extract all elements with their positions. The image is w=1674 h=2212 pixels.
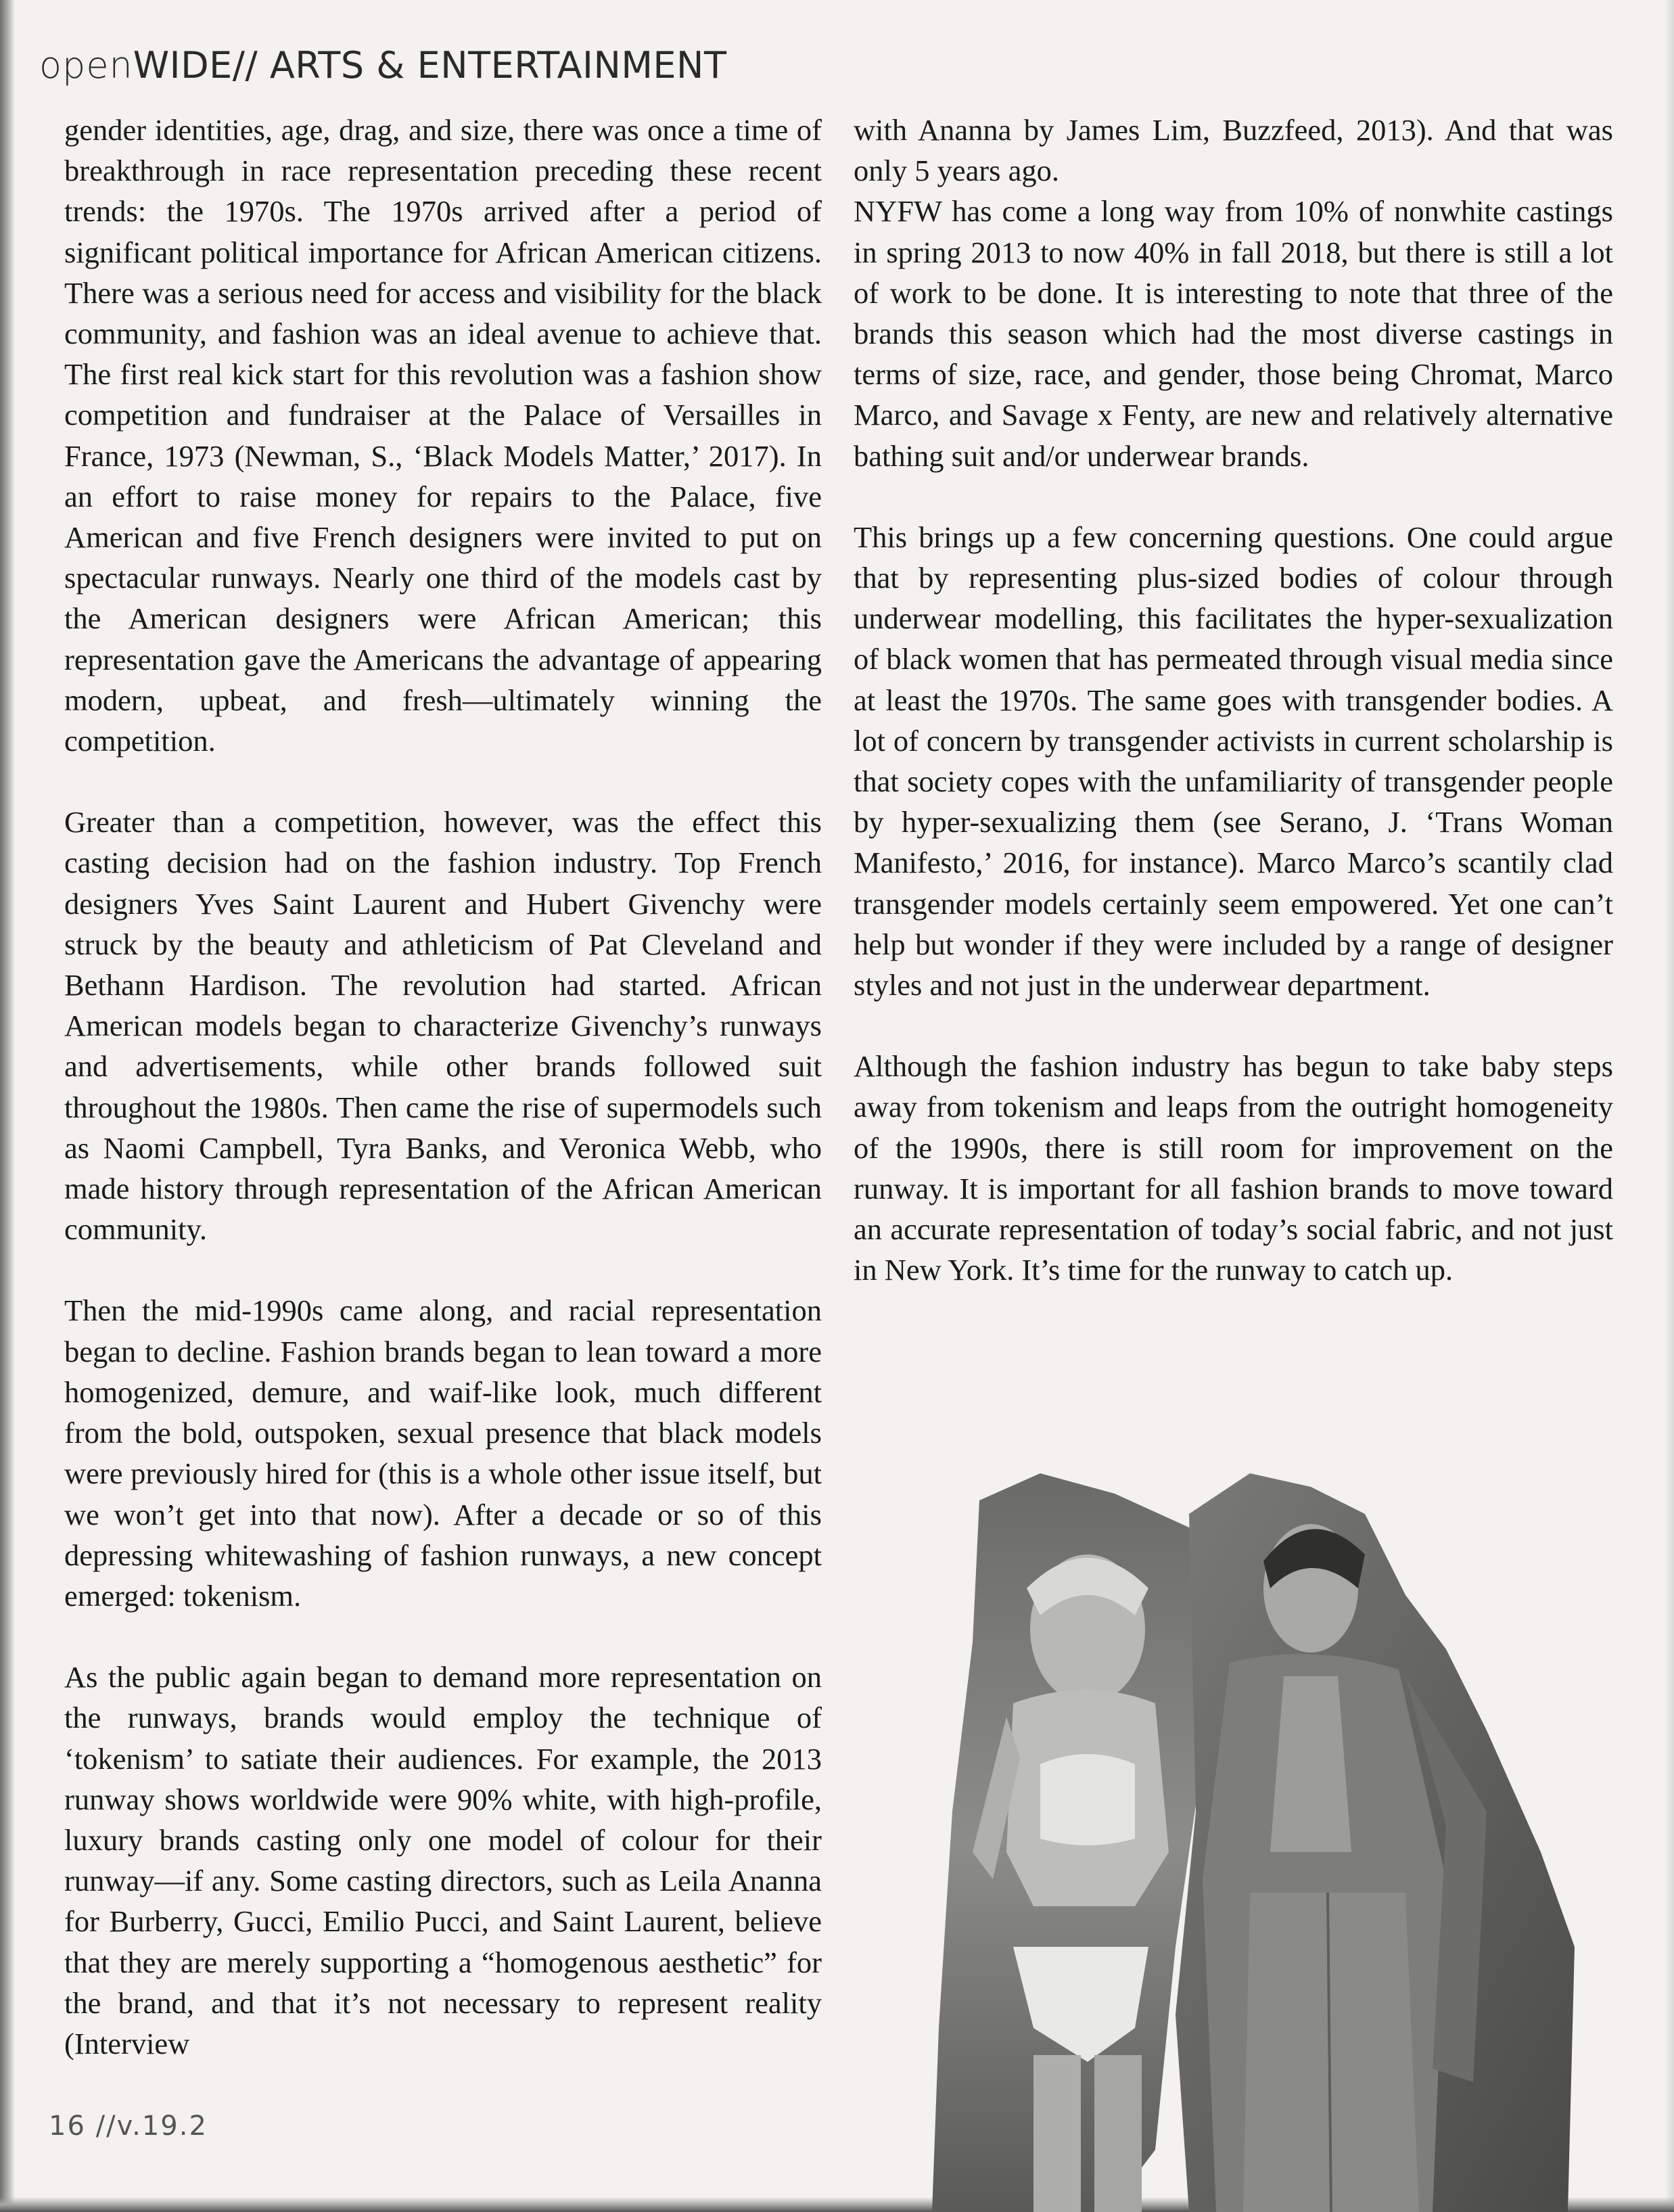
paragraph: Then the mid-1990s came along, and racial representation began to decline. Fashion brands began to lean toward a more homogenized, demure, and waif-like look, much different from the bold, outspoken, sexual presence that black models were previously hired for (this is a whole other issue itself, but we won’t get into that now). After a decade or so of this depressing whitewashing of fashion runways, a new concept emerged: tokenism.: [64, 1293, 822, 1613]
paragraph: Greater than a competition, however, was the effect this casting decision had on the fashion industry. Top French designers Yves Saint Laurent and Hubert Givenchy were struck by the beauty and athleticism of Pat Cleveland and Bethann Hardison. The revolution had started. African American models began to characterize Givenchy’s runways and advertisements, while other brands followed suit throughout the 1980s. Then came the rise of supermodels such as Naomi Campbell, Tyra Banks, and Veronica Webb, who made history through representation of the African American community.: [64, 805, 822, 1247]
page-number: 16 //v.19.2: [49, 2111, 208, 2142]
left-column: [64, 110, 822, 2064]
left-model-photo: [932, 1473, 1216, 2212]
paragraph: with Ananna by James Lim, Buzzfeed, 2013). And that was only 5 years ago.: [854, 113, 1613, 188]
header-brand-bold: WIDE: [133, 44, 233, 87]
header-brand-light: open: [39, 44, 133, 87]
paragraph: As the public again began to demand more representation on the runways, brands would employ the technique of ‘tokenism’ to satiate their audiences. For example, the 2013 runway shows worldwide were 90% white, with high-profile, luxury brands casting only one model of colour for their runway—if any. Some casting directors, such as Leila Ananna for Burberry, Gucci, Emilio Pucci, and Saint Laurent, believe that they are merely supporting a “homogenous aesthetic” for the brand, and that it’s not necessary to represent reality (Interview: [64, 1660, 822, 2060]
right-column: [854, 110, 1613, 1290]
runway-photo-collage: [932, 1473, 1575, 2212]
page-edge: [1665, 0, 1674, 2212]
right-model-photo: [1176, 1473, 1575, 2212]
paragraph: Although the fashion industry has begun to take baby steps away from tokenism and leaps from the outright homogeneity of the 1990s, there is still room for improvement on the runway. It is important for all fashion brands to move toward an accurate representation of today’s social fabric, and not just in New York. It’s time for the runway to catch up.: [854, 1049, 1613, 1287]
header-section: // ARTS & ENTERTAINMENT: [232, 44, 727, 87]
section-header: [39, 42, 726, 89]
paragraph: This brings up a few concerning questions. One could argue that by representing plus-sized bodies of colour through underwear modelling, this facilitates the hyper-sexualization of black women that has permeated through visual media since at least the 1970s. The same goes with transgender bodies. A lot of concern by transgender activists in current scholarship is that society copes with the unfamiliarity of transgender people by hyper-sexualizing them (see Serano, J. ‘Trans Woman Manifesto,’ 2016, for instance). Marco Marco’s scantily clad transgender models certainly seem empowered. Yet one can’t help but wonder if they were included by a range of designer styles and not just in the underwear department.: [854, 520, 1613, 1003]
paragraph: NYFW has come a long way from 10% of nonwhite castings in spring 2013 to now 40% in fall 2018, but there is still a lot of work to be done. It is interesting to note that three of the brands this season which had the most diverse castings in terms of size, race, and gender, those being Chromat, Marco Marco, and Savage x Fenty, are new and relatively alternative bathing suit and/or underwear brands.: [854, 194, 1613, 473]
binding-gutter: [0, 0, 15, 2212]
paragraph: gender identities, age, drag, and size, there was once a time of breakthrough in race representation preceding these recent trends: the 1970s. The 1970s arrived after a period of significant political importance for African American citizens. There was a serious need for access and visibility for the black community, and fashion was an ideal avenue to achieve that. The first real kick start for this revolution was a fashion show competition and fundraiser at the Palace of Versailles in France, 1973 (Newman, S., ‘Black Models Matter,’ 2017). In an effort to raise money for repairs to the Palace, five American and five French designers were invited to put on spectacular runways. Nearly one third of the models cast by the American designers were African American; this representation gave the Americans the advantage of appearing modern, upbeat, and fresh—ultimately winning the competition.: [64, 113, 822, 758]
